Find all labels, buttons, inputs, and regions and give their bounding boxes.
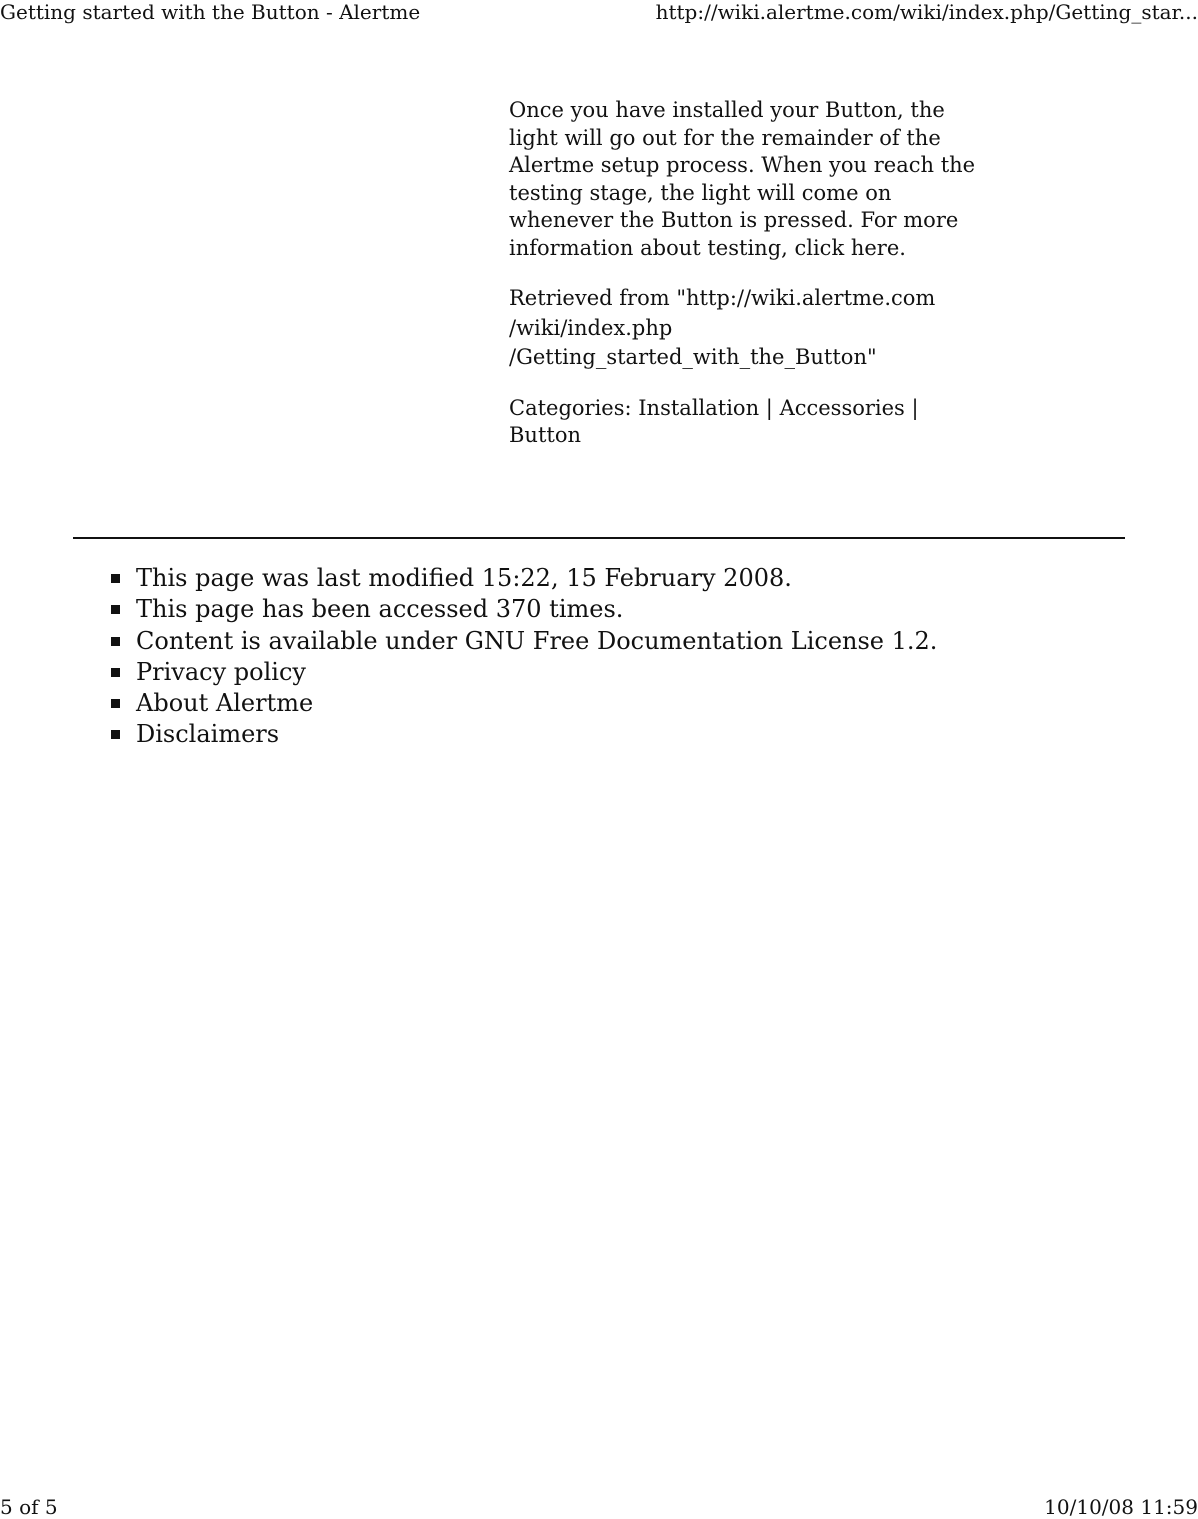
footer-item-about: [111, 688, 937, 719]
about-alertme-link[interactable]: About Alertme: [136, 689, 314, 718]
bullet-square-icon: [111, 730, 120, 739]
retrieved-url-part-3: /Getting_started_with_the_Button: [509, 345, 867, 369]
bullet-square-icon: [111, 699, 120, 708]
footer-divider: [73, 537, 1125, 539]
privacy-policy-link[interactable]: Privacy policy: [136, 657, 306, 686]
bullet-square-icon: [111, 637, 120, 646]
footer-item-disclaimers: [111, 719, 937, 750]
footer-item-last-modified: [111, 563, 937, 594]
bullet-square-icon: [111, 605, 120, 614]
footer-item-text: Content is available under GNU Free Documentation License 1.2.: [136, 626, 938, 655]
category-link-accessories[interactable]: Accessories: [779, 395, 905, 420]
category-separator: |: [911, 395, 919, 420]
footer-item-license: [111, 626, 937, 657]
article-content: [509, 97, 989, 472]
bullet-square-icon: [111, 668, 120, 677]
print-footer-datetime: 10/10/08 11:59: [1044, 1495, 1198, 1519]
footer-item-access-count: [111, 594, 937, 625]
category-link-button[interactable]: Button: [509, 423, 582, 447]
categories: [509, 395, 989, 450]
retrieved-url-part-1: http://wiki.alertme.com: [685, 286, 936, 310]
bullet-square-icon: [111, 574, 120, 583]
print-footer-page-number: 5 of 5: [0, 1495, 58, 1519]
retrieved-suffix: ": [866, 345, 877, 369]
footer-item-text: This page was last modified 15:22, 15 February 2008.: [136, 564, 792, 592]
article-text: Once you have installed your Button, the light will go out for the remainder of the Alertme setup process. When you reach the testing stage, the light will come on whenever the Button is pressed. For more information about testing, click: [509, 98, 976, 260]
categories-label: Categories:: [509, 395, 632, 420]
testing-here-link[interactable]: here: [850, 235, 900, 260]
print-header-title: Getting started with the Button - Alertme: [0, 0, 421, 24]
retrieved-url-part-2: /wiki/index.php: [509, 315, 673, 340]
footer-info-list: [111, 563, 937, 751]
category-separator: |: [765, 395, 773, 420]
footer-item-text: This page has been accessed 370 times.: [136, 595, 624, 624]
article-paragraph: [509, 97, 989, 262]
print-header-url: http://wiki.alertme.com/wiki/index.php/Getting_star...: [655, 0, 1198, 24]
category-link-installation[interactable]: Installation: [638, 395, 760, 420]
footer-item-privacy-policy: [111, 657, 937, 688]
retrieved-prefix: Retrieved from ": [509, 286, 686, 310]
retrieved-from: [509, 284, 989, 373]
article-period: .: [899, 235, 906, 260]
disclaimers-link[interactable]: Disclaimers: [136, 720, 280, 749]
